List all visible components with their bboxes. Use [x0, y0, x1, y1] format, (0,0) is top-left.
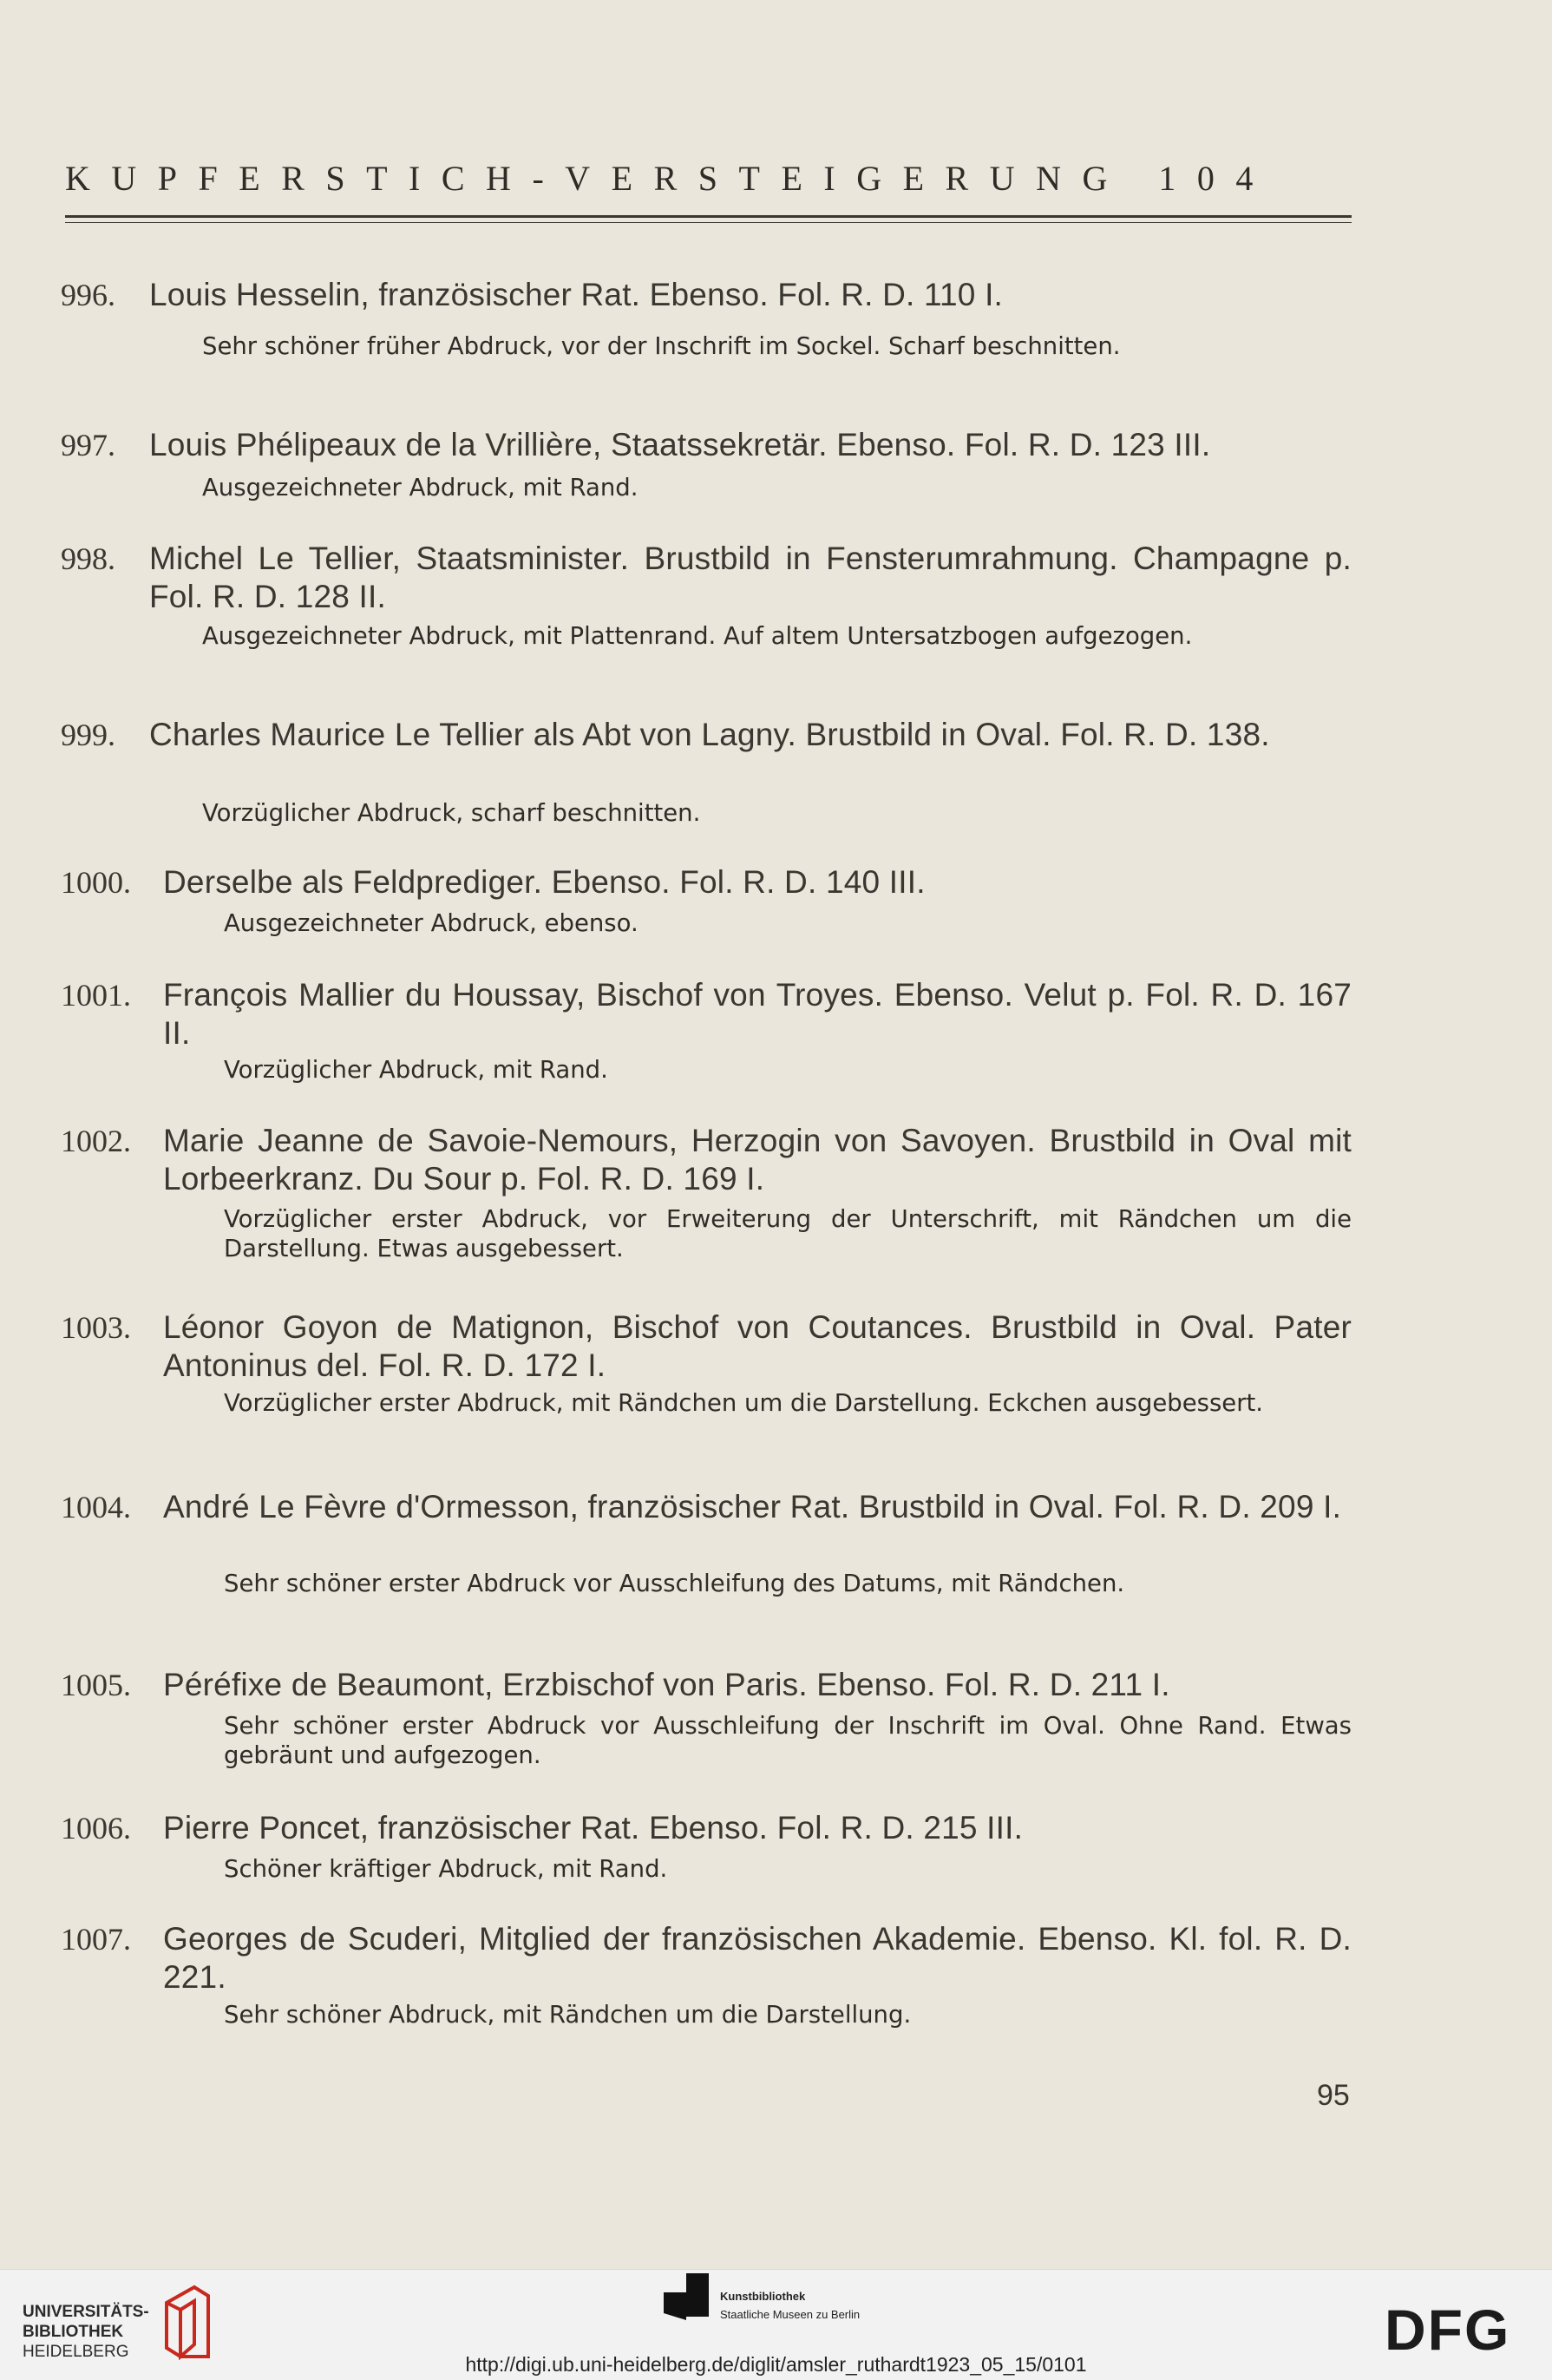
entry-number: 996. [61, 278, 115, 312]
entry-heading: Louis Phélipeaux de la Vrillière, Staatssekretär. Ebenso. Fol. R. D. 123 III. [149, 427, 1211, 462]
entry-heading: Louis Hesselin, französischer Rat. Ebenso. Fol. R. D. 110 I. [149, 277, 1004, 312]
entry-description: Sehr schöner erster Abdruck vor Ausschleifung der Inschrift im Oval. Ohne Rand. Etwas gebräunt und aufgezogen. [224, 1712, 1352, 1769]
entry-number: 998. [61, 541, 115, 576]
kunstbibliothek-text [720, 2287, 860, 2324]
dfg-logo[interactable]: DFG [1385, 2298, 1511, 2362]
entry-description: Vorzüglicher erster Abdruck, mit Rändchen um die Darstellung. Eckchen ausgebessert. [224, 1389, 1264, 1417]
entry-number: 1001. [61, 978, 131, 1013]
page-number: 95 [1317, 2079, 1350, 2112]
running-header: KUPFERSTICH-VERSTEIGERUNG 104 [65, 159, 1274, 198]
entry-number: 997. [61, 428, 115, 462]
header-rule-thin [65, 222, 1352, 223]
entry-number: 1005. [61, 1668, 131, 1702]
ub-line-1: UNIVERSITÄTS- [23, 2303, 149, 2321]
kb-line-2: Staatliche Museen zu Berlin [720, 2308, 861, 2321]
entry-number: 1006. [61, 1811, 131, 1846]
entry-heading: André Le Fèvre d'Ormesson, französischer Rat. Brustbild in Oval. Fol. R. D. 209 I. [163, 1489, 1342, 1524]
ub-line-3: HEIDELBERG [23, 2343, 129, 2361]
entry-description: Schöner kräftiger Abdruck, mit Rand. [224, 1855, 668, 1883]
header-rule-thick [65, 215, 1352, 218]
entry-description: Sehr schöner früher Abdruck, vor der Inschrift im Sockel. Scharf beschnitten. [202, 332, 1121, 360]
entry-number: 1004. [61, 1490, 131, 1524]
entry-heading: Derselbe als Feldprediger. Ebenso. Fol. R. D. 140 III. [163, 864, 926, 900]
entry-number: 999. [61, 718, 115, 752]
entry-description: Ausgezeichneter Abdruck, mit Plattenrand. Auf altem Untersatzbogen aufgezogen. [202, 622, 1193, 650]
entry-description: Sehr schöner Abdruck, mit Rändchen um die Darstellung. [224, 2001, 912, 2029]
entry-description: Sehr schöner erster Abdruck vor Ausschleifung des Datums, mit Rändchen. [224, 1570, 1125, 1597]
entry-description: Vorzüglicher Abdruck, mit Rand. [224, 1056, 608, 1084]
entry-number: 1002. [61, 1124, 131, 1158]
entry-description: Ausgezeichneter Abdruck, ebenso. [224, 909, 638, 937]
ub-heidelberg-emblem-icon[interactable] [160, 2284, 215, 2360]
entry-description: Ausgezeichneter Abdruck, mit Rand. [202, 474, 638, 502]
ub-line-2: BIBLIOTHEK [23, 2323, 124, 2341]
entry-description: Vorzüglicher Abdruck, scharf beschnitten. [202, 799, 701, 827]
entry-heading: François Mallier du Houssay, Bischof von Troyes. Ebenso. Velut p. Fol. R. D. 167 II. [163, 977, 1352, 1051]
digitization-footer [0, 2269, 1552, 2380]
entry-heading: Pierre Poncet, französischer Rat. Ebenso. Fol. R. D. 215 III. [163, 1810, 1024, 1846]
permalink-url[interactable]: http://digi.ub.uni-heidelberg.de/diglit/amsler_ruthardt1923_05_15/0101 [465, 2353, 1087, 2376]
entry-number: 1007. [61, 1922, 131, 1957]
entry-heading: Georges de Scuderi, Mitglied der französischen Akademie. Ebenso. Kl. fol. R. D. 221. [163, 1921, 1352, 1995]
entry-number: 1000. [61, 865, 131, 900]
entry-number: 1003. [61, 1310, 131, 1345]
entry-description: Vorzüglicher erster Abdruck, vor Erweiterung der Unterschrift, mit Rändchen um die Darstellung. Etwas ausgebessert. [224, 1205, 1352, 1262]
entry-heading: Marie Jeanne de Savoie-Nemours, Herzogin von Savoyen. Brustbild in Oval mit Lorbeerkranz. Du Sour p. Fol. R. D. 169 I. [163, 1123, 1352, 1197]
entry-heading: Charles Maurice Le Tellier als Abt von Lagny. Brustbild in Oval. Fol. R. D. 138. [149, 717, 1270, 752]
kunstbibliothek-logo-icon[interactable] [662, 2272, 712, 2322]
entry-heading: Léonor Goyon de Matignon, Bischof von Coutances. Brustbild in Oval. Pater Antoninus del. Fol. R. D. 172 I. [163, 1309, 1352, 1383]
entry-heading: Péréfixe de Beaumont, Erzbischof von Paris. Ebenso. Fol. R. D. 211 I. [163, 1667, 1170, 1702]
kb-line-1: Kunstbibliothek [720, 2290, 806, 2303]
entry-heading: Michel Le Tellier, Staatsminister. Brustbild in Fensterumrahmung. Champagne p. Fol. R. D. 128 II. [149, 541, 1352, 614]
